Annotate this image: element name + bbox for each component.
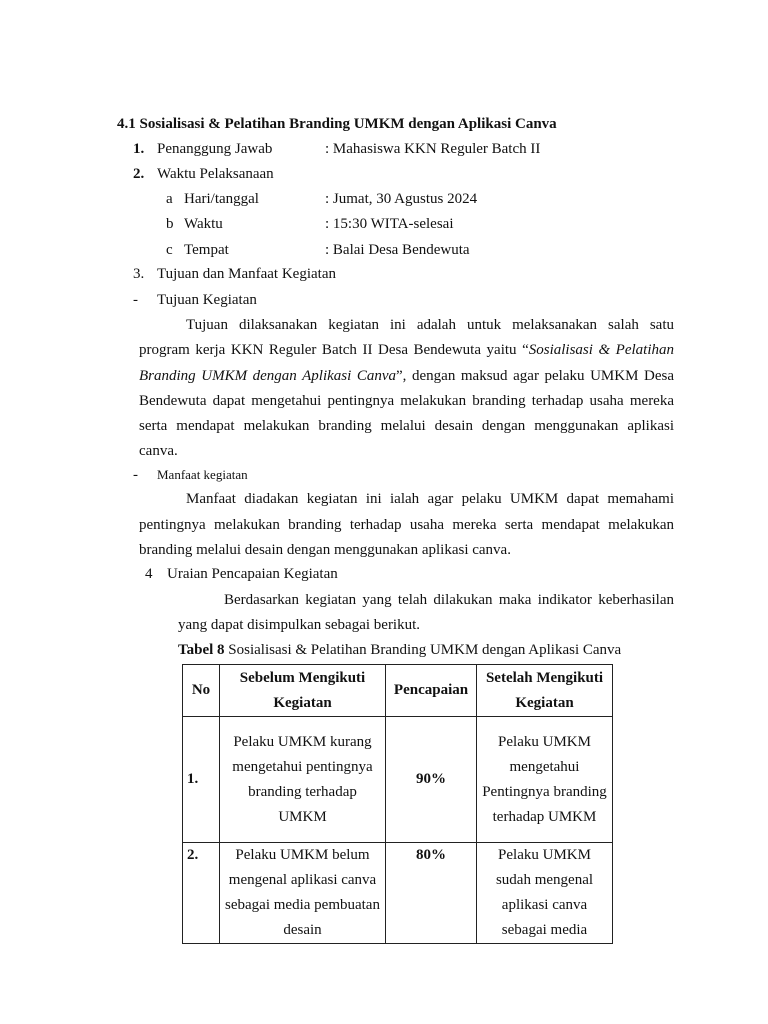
- sub-item-letter: c: [166, 242, 173, 258]
- paragraph-line: pentingnya melakukan branding terhadap usaha mereka serta mendapat melakukan: [139, 517, 674, 533]
- sub-item-letter: a: [166, 191, 173, 207]
- paragraph-line: serta mendapat melakukan branding melalui desain dengan menggunakan aplikasi: [139, 418, 674, 434]
- sub-item-label: Tempat: [184, 242, 229, 258]
- cell-after: Pelaku UMKM sudah mengenal aplikasi canva sebagai media: [477, 843, 613, 944]
- sub-item-value: : Balai Desa Bendewuta: [325, 242, 470, 258]
- paragraph-line: canva.: [139, 443, 178, 459]
- paragraph-line: branding melalui desain dengan menggunakan aplikasi canva.: [139, 542, 511, 558]
- caption-text: Sosialisasi & Pelatihan Branding UMKM dengan Aplikasi Canva: [224, 642, 622, 658]
- paragraph-line: Berdasarkan kegiatan yang telah dilakukan maka indikator keberhasilan: [224, 592, 674, 608]
- item-number: 2.: [133, 166, 145, 182]
- header-after: Setelah Mengikuti Kegiatan: [477, 665, 613, 717]
- cell-before: Pelaku UMKM kurang mengetahui pentingnya branding terhadap UMKM: [220, 717, 386, 843]
- table-row: [183, 717, 613, 843]
- table-caption: [178, 640, 621, 660]
- sub-item-letter: b: [166, 216, 174, 232]
- section-heading: 4.1 Sosialisasi & Pelatihan Branding UMKM dengan Aplikasi Canva: [117, 116, 557, 132]
- paragraph-line: Bendewuta dapat mengetahui pentingnya melakukan branding terhadap usaha mereka: [139, 393, 674, 409]
- header-achievement: Pencapaian: [386, 665, 477, 717]
- item-number: 4: [145, 566, 153, 582]
- sub-item-label: Waktu: [184, 216, 223, 232]
- header-before: Sebelum Mengikuti Kegiatan: [220, 665, 386, 717]
- italic-span: Branding UMKM dengan Aplikasi Canva: [139, 368, 397, 384]
- item-label: Tujuan dan Manfaat Kegiatan: [157, 266, 336, 282]
- table-header-row: [183, 665, 613, 717]
- dash-bullet: -: [133, 467, 138, 483]
- dash-label: Manfaat kegiatan: [157, 467, 248, 482]
- caption-label: Tabel 8: [178, 642, 225, 658]
- sub-item-value: : 15:30 WITA-selesai: [325, 216, 454, 232]
- item-label: Penanggung Jawab: [157, 141, 273, 157]
- cell-achievement: 80%: [386, 843, 477, 944]
- paragraph-line: Tujuan dilaksanakan kegiatan ini adalah untuk melaksanakan salah satu: [186, 317, 674, 333]
- dash-bullet: -: [133, 292, 138, 308]
- header-no: No: [183, 665, 220, 717]
- sub-item-value: : Jumat, 30 Agustus 2024: [325, 191, 478, 207]
- paragraph-line: [139, 340, 674, 360]
- cell-after: Pelaku UMKM mengetahui Pentingnya branding terhadap UMKM: [477, 717, 613, 843]
- italic-span: Sosialisasi & Pelatihan: [528, 342, 674, 358]
- text-span: ”, dengan maksud agar pelaku UMKM Desa: [396, 368, 674, 384]
- paragraph-line: yang dapat disimpulkan sebagai berikut.: [178, 617, 421, 633]
- dash-label: Tujuan Kegiatan: [157, 292, 257, 308]
- item-number: 1.: [133, 141, 145, 157]
- text-span: program kerja KKN Reguler Batch II Desa Bendewuta yaitu “: [139, 342, 529, 358]
- item-label: Uraian Pencapaian Kegiatan: [167, 566, 338, 582]
- achievement-table: [182, 664, 613, 944]
- cell-before: Pelaku UMKM belum mengenal aplikasi canva sebagai media pembuatan desain: [220, 843, 386, 944]
- item-number: 3.: [133, 266, 145, 282]
- cell-achievement: 90%: [386, 717, 477, 843]
- cell-no: 2.: [183, 843, 220, 944]
- cell-no: 1.: [183, 717, 220, 843]
- sub-item-label: Hari/tanggal: [184, 191, 259, 207]
- item-label: Waktu Pelaksanaan: [157, 166, 274, 182]
- item-value: : Mahasiswa KKN Reguler Batch II: [325, 141, 541, 157]
- paragraph-line: [139, 366, 674, 386]
- paragraph-line: Manfaat diadakan kegiatan ini ialah agar pelaku UMKM dapat memahami: [186, 491, 674, 507]
- table-row: [183, 843, 613, 944]
